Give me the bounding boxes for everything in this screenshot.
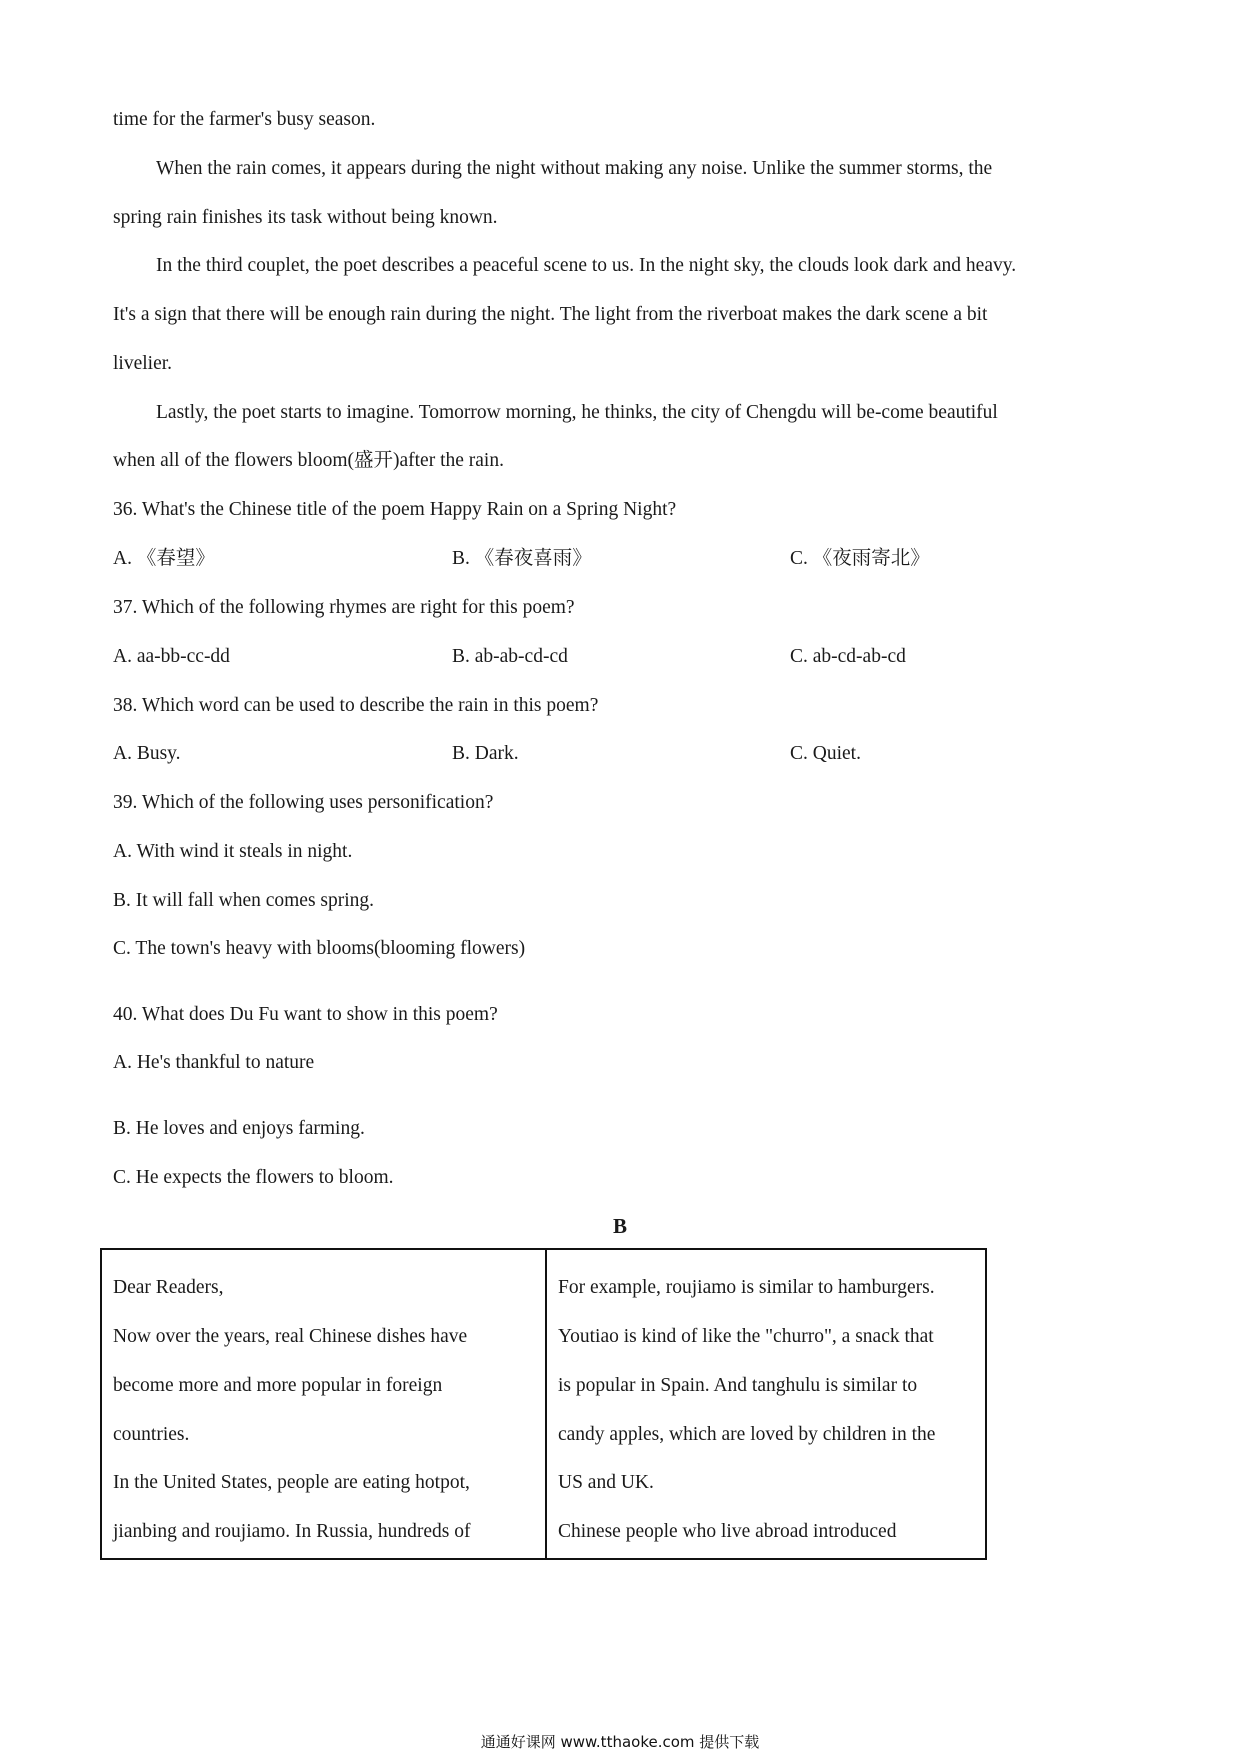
option-b: B. He loves and enjoys farming. <box>113 1118 365 1139</box>
option-b: B. ab-ab-cd-cd <box>452 646 568 667</box>
question-stem: 37. Which of the following rhymes are right for this poem? <box>113 597 575 618</box>
option-c: C. Quiet. <box>790 743 861 764</box>
table-cell-left <box>102 1250 545 1558</box>
passage-line: livelier. <box>113 353 173 374</box>
cell-line: In the United States, people are eating hotpot, <box>113 1472 470 1493</box>
passage-line: time for the farmer's busy season. <box>113 109 376 130</box>
page-footer: 通通好课网 www.tthaoke.com 提供下载 <box>480 1733 760 1751</box>
passage-line: spring rain finishes its task without being known. <box>113 207 498 228</box>
passage-line: It's a sign that there will be enough rain during the night. The light from the riverboat makes the dark scene a bit <box>113 304 988 325</box>
cell-line: Youtiao is kind of like the "churro", a snack that <box>558 1326 934 1347</box>
question-stem: 40. What does Du Fu want to show in this poem? <box>113 1004 498 1025</box>
question-stem: 39. Which of the following uses personification? <box>113 792 494 813</box>
cell-line: Now over the years, real Chinese dishes have <box>113 1326 468 1347</box>
passage-line: Lastly, the poet starts to imagine. Tomorrow morning, he thinks, the city of Chengdu will be-come beautiful <box>156 402 998 423</box>
cell-line: become more and more popular in foreign <box>113 1375 443 1396</box>
cell-line: Chinese people who live abroad introduced <box>558 1521 897 1542</box>
option-b: B. 《春夜喜雨》 <box>452 548 592 569</box>
cell-line: candy apples, which are loved by children in the <box>558 1424 936 1445</box>
question-stem: 38. Which word can be used to describe the rain in this poem? <box>113 695 599 716</box>
option-b: B. It will fall when comes spring. <box>113 890 375 911</box>
passage-line: When the rain comes, it appears during the night without making any noise. Unlike the summer storms, the <box>156 158 993 179</box>
passage-line: when all of the flowers bloom(盛开)after the rain. <box>113 450 504 471</box>
option-a: A. With wind it steals in night. <box>113 841 353 862</box>
option-c: C. He expects the flowers to bloom. <box>113 1167 394 1188</box>
reading-table <box>100 1248 987 1560</box>
passage-line: In the third couplet, the poet describes a peaceful scene to us. In the night sky, the clouds look dark and heavy. <box>156 255 1017 276</box>
option-c: C. The town's heavy with blooms(blooming flowers) <box>113 938 526 959</box>
cell-line: countries. <box>113 1424 190 1445</box>
cell-line: is popular in Spain. And tanghulu is similar to <box>558 1375 918 1396</box>
table-cell-right <box>547 1250 987 1558</box>
option-c: C. 《夜雨寄北》 <box>790 548 930 569</box>
section-heading: B <box>612 1214 627 1238</box>
question-stem: 36. What's the Chinese title of the poem Happy Rain on a Spring Night? <box>113 499 677 520</box>
option-a: A. 《春望》 <box>113 548 215 569</box>
option-b: B. Dark. <box>452 743 519 764</box>
option-a: A. aa-bb-cc-dd <box>113 646 230 667</box>
cell-line: For example, roujiamo is similar to hamburgers. <box>558 1277 935 1298</box>
option-a: A. Busy. <box>113 743 181 764</box>
cell-line: jianbing and roujiamo. In Russia, hundreds of <box>113 1521 471 1542</box>
cell-line: US and UK. <box>558 1472 654 1493</box>
cell-line: Dear Readers, <box>113 1277 224 1298</box>
option-c: C. ab-cd-ab-cd <box>790 646 906 667</box>
option-a: A. He's thankful to nature <box>113 1052 315 1073</box>
